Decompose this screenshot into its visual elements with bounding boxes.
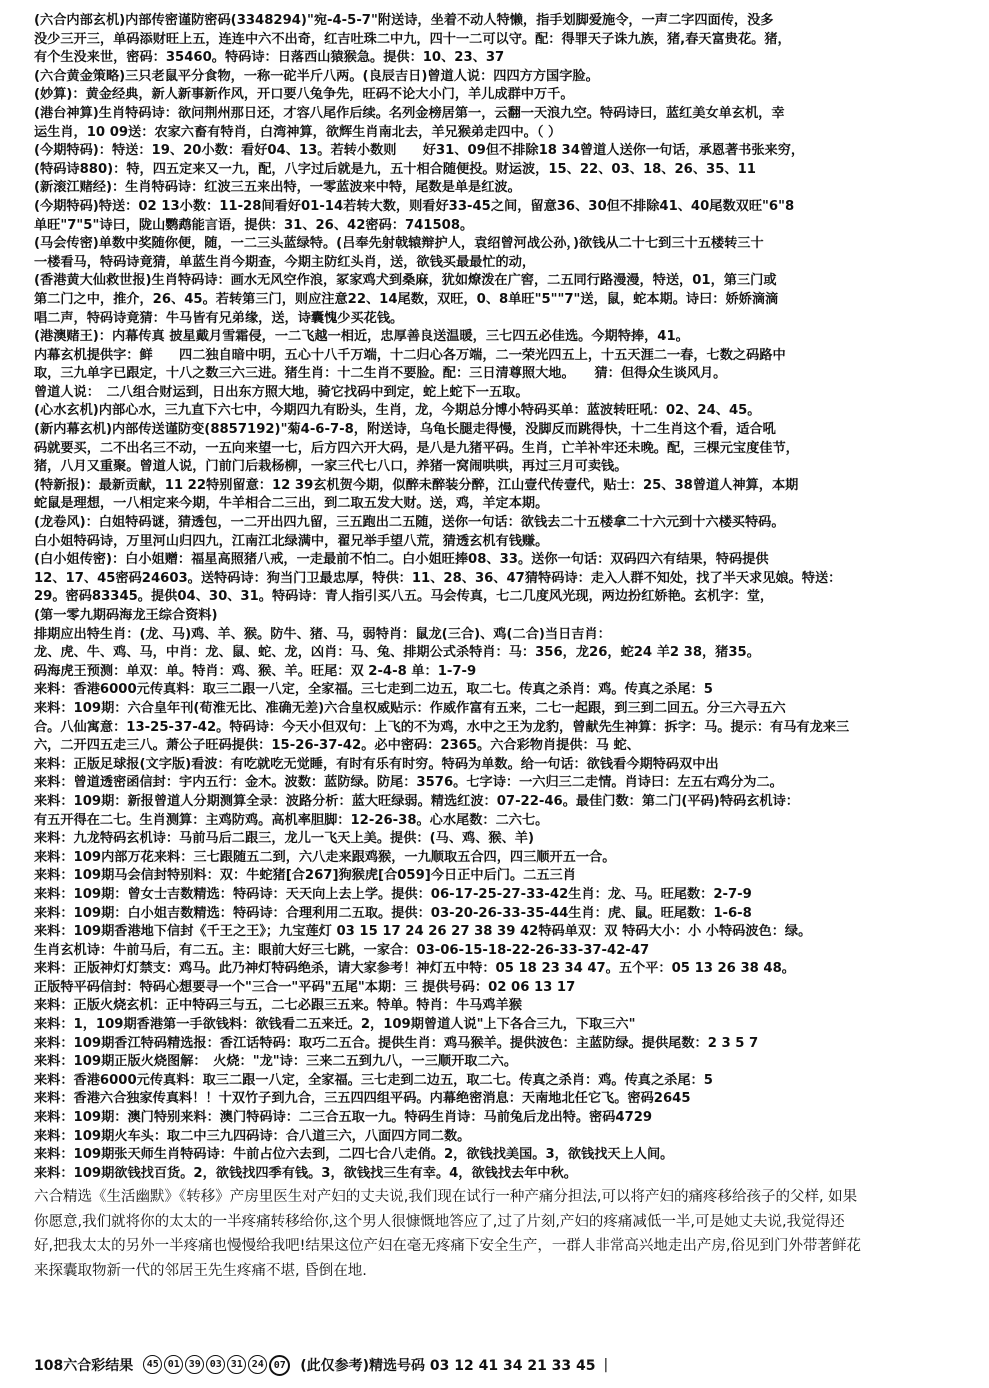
text-line: 有个生没来世，密码：35460。特码诗：日落西山猿猴急。提供：10、23、37 (34, 50, 505, 66)
text-line: (马会传密)单数中奖随你便，随，一二三头蓝绿特。(吕奉先射戟辕辩护人，袁绍曾河战公孙，)欲钱从二十七到三十五楼转三十 (34, 236, 764, 252)
text-line: (六合黄金策略)三只老鼠平分食物，一称一砣半斤八两。(良辰吉日)曾道人说：四四方方国字脸。 (34, 68, 599, 84)
text-line: 来料：109期：白小姐吉数精选：特码诗：合理利用二五取。提供：03-20-26-33-35-44生肖：虎、鼠。旺尾数：1-6-8 (34, 905, 752, 921)
text-line: 来料：曾道透密函信封：宇内五行：金木。波数：蓝防绿。防尾：3576。七字诗：一六归三二走情。肖诗曰：左五右鸡分为二。 (34, 775, 783, 791)
text-line: 来料：香港6000元传真料：取三二跟一八定，全家福。三七走到二边五，取二七。传真之杀肖：鸡。传真之杀尾：5 (34, 682, 713, 698)
result-ball: 03 (206, 1355, 225, 1374)
text-line: 蛇鼠是理想，一八相定来今期，牛羊相合二三出，到二取五发大财。送，鸡，羊定本期。 (34, 496, 549, 512)
text-line: 来料：109期香江特码精选报：香江话特码：取巧二五合。提供生肖：鸡马猴羊。提供波色：主蓝防绿。提供尾数：2 3 5 7 (34, 1035, 759, 1051)
text-line: 来料：香港6000元传真料：取三二跟一八定，全家福。三七走到二边五，取二七。传真之杀肖：鸡。传真之杀尾：5 (34, 1072, 713, 1088)
result-note: (此仅参考)精选号码 03 12 41 34 21 33 45 (300, 1358, 596, 1374)
text-line: 合。八仙寓意：13-25-37-42。特码诗：今天小但双句：上飞的不为鸡，水中之王为龙豹，曾献先生神算：拆字：马。提示：有马有龙来三 (34, 719, 850, 735)
result-ball: 39 (185, 1355, 204, 1374)
text-line: (第一零九期码海龙王综合资料) (34, 608, 218, 623)
text-line: 来料：109期：六合皇年刊(荀淮无比、准确无差)六合皇权威贴示：作威作富有五来，二七一起跟，到三到二回五。分三六寻五六 (34, 700, 786, 716)
text-line: (今期特码)特送：02 13小数：11-28间看好01-14若转大数，则看好33-45之间，留意36、30但不排除41、40尾数双旺"6"8 (34, 198, 795, 214)
text-line: 来料：109期：澳门特别来料：澳门特码诗：二三合五取一九。特码生肖诗：马前兔后龙出特。密码4729 (34, 1110, 653, 1126)
text-line: 来料：109期马会信封特别料：双：牛蛇猪[合267]狗猴虎[合059]今日正中后门。二五三肖 (34, 868, 576, 884)
text-line: 白小姐特码诗，万里河山归四九，江南江北绿满中，翟兄举手望八荒，猜透玄机有钱赚。 (34, 533, 549, 549)
text-line: 码海虎王预测：单双：单。特肖：鸡、猴、羊。旺尾：双 2-4-8 单：1-7-9 (34, 663, 477, 679)
text-line: (特新报)：最新贡献，11 22特别留意：12 39玄机贺今期，似醉未醉装分醉，江山壹代传壹代，贴士：25、38曾道人神算，本期 (34, 477, 799, 493)
text-line: 来料：109期欲钱找百货。2，欲钱找四季有钱。3，欲钱找三生有幸。4，欲钱找去年中秋。 (34, 1165, 577, 1181)
text-line: (白小姐传密)：白小姐赠：福星高照猪八戒，一走最前不怕二。白小姐旺捧08、33。送你一句话：双码四六有结果，特码提供 (34, 552, 769, 568)
special-ball: 07 (269, 1355, 290, 1376)
result-label: 108六合彩结果 (34, 1358, 134, 1374)
text-line: 六，二开四五走三八。萧公子旺码提供：15-26-37-42。必中密码：2365。六合彩物肖提供：马 蛇、 (34, 738, 640, 754)
text-line: (特码诗880)：特，四五定来又一九，配，八字过后就是九，五十相合随便投。财运波，15、22、03、18、26、35、11 (34, 161, 756, 177)
text-line: 有五开得在二七。生肖测算：主鸡防鸡。高机率胆脚：12-26-38。心水尾数：二六七。 (34, 812, 549, 828)
text-line: (妙算)：黄金经典，新人新事新作风，开口要八兔争先，旺码不论大小门，羊儿成群中万千。 (34, 87, 574, 103)
text-line: (新滚江赌经)：生肖特码诗：红波三五来出特，一零蓝波来中特，尾数是单是红波。 (34, 180, 521, 196)
text-line: 生肖玄机诗：牛前马后，有二五。主：眼前大好三七跳，一家合：03-06-15-18-22-26-33-37-42-47 (34, 942, 650, 958)
text-line: 没少三开三，单码添财旺上五，连连中六不出奇，红吉吐珠二中九，四十一二可以守。配：得罪天子诛九族，猪,春天富贵花。猪， (34, 31, 791, 47)
text-line: 12、17、45密码24603。送特码诗：狗当门卫最忠厚，特供：11、28、36、47猜特码诗：走入人群不知处，找了半天求见娘。特送： (34, 570, 842, 586)
text-line: 来料：109期香港地下信封《千王之王》；九宝莲灯 03 15 17 24 26 27 38 39 42特码单双：双 特码大小：小 小特码波色：绿。 (34, 924, 812, 940)
result-ball: 01 (164, 1355, 183, 1374)
text-line: (六合内部玄机)内部传密谨防密码(3348294)"宛-4-5-7"附送诗，坐着不动人特懒，指手划脚爱施令，一声二字四面传，没多 (34, 13, 774, 28)
text-line: 猪，八月又重聚。曾道人说，门前门后栽杨柳，一家三代七八口，养猪一窝闹哄哄，再过三月可卖钱。 (34, 459, 628, 475)
text-cursor: | (603, 1357, 609, 1373)
result-ball: 24 (248, 1355, 267, 1374)
text-line: 来料：正版足球报(文字版)看波：有吃就吃无觉睡，有时有乐有时穷。特码为单数。给一句话：欲钱看今期特码双中出 (34, 756, 719, 772)
text-line: (心水玄机)内部心水，三九直下六七中，今期四九有盼头，生肖，龙，今期总分博小特码买单：蓝波转旺吼：02、24、45。 (34, 403, 761, 419)
result-footer (34, 1354, 949, 1376)
text-line: 29。密码83345。提供04、30、31。特码诗：青人指引买八五。马会传真，七二几度风光现，两边扮红娇艳。玄机字：堂， (34, 589, 774, 605)
document-body (34, 12, 949, 1283)
text-line: 来料：香港六合独家传真料！！十双竹子到九合，三五四四组平码。内幕绝密消息：天南地北任它飞。密码2645 (34, 1091, 691, 1107)
text-line: 龙、虎、牛、鸡、马，中肖：龙、鼠、蛇、龙，凶肖：马、兔、排期公式杀特肖：马：356，龙26，蛇24 羊2 38，猪35。 (34, 645, 760, 661)
text-line: 运生肖，10 09送：农家六畜有特肖，白湾神算，欲辉生肖南北去，羊兄猴弟走四中。（ ） (34, 124, 562, 140)
story-line: 来探囊取物新一代的邻居王先生疼痛不堪, 昏倒在地. (34, 1262, 367, 1279)
text-line: (龙卷风)：白姐特码谜，猜透包，一二开出四九留，三五跑出二五随，送你一句话：欲钱去二十五楼拿二十六元到十六楼买特码。 (34, 515, 785, 531)
text-line: (香港黄大仙救世报)生肖特码诗：画水无风空作浪，冢家鸡犬到桑麻，犹如燎泼在广窖，二五同行路漫漫，特送，01，第三门或 (34, 273, 777, 289)
story-line: 好,把我太太的另外一半疼痛也慢慢给我吧!结果这位产妇在毫无疼痛下安全生产，一群人非常高兴地走出产房,俗见到门外带著鲜花 (34, 1238, 862, 1255)
result-ball: 45 (143, 1355, 162, 1374)
text-line: 单旺"7"5"诗曰，陇山鹦鹉能言语，提供：31、26、42密码：741508。 (34, 217, 474, 233)
text-line: (新内幕玄机)内部传送谨防变(8857192)"菊4-6-7-8，附送诗，乌龟长腿走得慢，没脚反而跳得快，十二生肖这个看，适合吼 (34, 422, 776, 438)
text-line: 唱二声，特码诗竟猜：牛马皆有兄弟缘，送，诗囊愧少买花钱。 (34, 310, 404, 326)
text-line: 内幕玄机提供字：鲜 四二独自暗中明，五心十八千万端，十二归心各万端，二一荣光四五上，十五天涯二一春，七数之码路中 (34, 347, 786, 363)
text-line: 正版特平码信封：特码心想要寻一个"三合一"平码"五尾"本期：三 提供号码：02 06 13 17 (34, 979, 576, 995)
text-line: 来料：109期火车头：取二中三九四码诗：合八道三六，八面四方同二数。 (34, 1128, 471, 1144)
text-line: 来料：109期：曾女士吉数精选：特码诗：天天向上去上学。提供：06-17-25-27-33-42生肖：龙、马。旺尾数：2-7-9 (34, 886, 752, 902)
text-line: 来料：正版火烧玄机：正中特码三与五，二七必跟三五来。特单。特肖：牛马鸡羊猴 (34, 998, 522, 1014)
result-balls (143, 1355, 292, 1376)
story-line: 六合精选《生活幽默》《转移》产房里医生对产妇的丈夫说,我们现在试行一种产痛分担法,可以将产妇的痛疼移给孩子的父样, 如果 (34, 1189, 858, 1206)
text-line: 取，三九单字已跟定，十八之数三六三进。猪生肖：十二生肖不要脸。配：三日清尊照大地。 猜：但得众生谈风月。 (34, 366, 727, 382)
text-line: (港澳赌王)：内幕传真 披星戴月雪霜侵，一二飞越一相近，忠厚善良送温暖，三七四五必佳选。今期特捧，41。 (34, 329, 689, 345)
text-line: 来料：109期正版火烧图解： 火烧："龙"诗：三来二五到九八，一三顺开取二六。 (34, 1054, 518, 1070)
text-line: 来料：109期：新报曾道人分期测算全录：波路分析：蓝大旺绿弱。精选红波：07-22-46。最佳门数：第二门(平码)特码玄机诗： (34, 793, 799, 809)
text-line: 来料：109内部万花来料：三七跟随五二到，六八走来跟鸡猴，一九顺取五合四，四三顺开五一合。 (34, 849, 616, 865)
text-line: (港台神算)生肖特码诗：欲问荆州那日还，才容八尾作后续。名列金榜居第一，云翻一天浪九空。特码诗曰，蓝红美女单玄机，幸 (34, 105, 785, 121)
text-line: (今期特码)：特送：19、20小数：看好04、13。若转小数则 好31、09但不排除18 34曾道人送你一句话，承恩著书张来穷， (34, 143, 805, 159)
text-line: 第二门之中，推介，26、45。若转第三门，则应注意22、14尾数，双旺，0、8单旺"5""7"送，鼠，蛇本期。诗曰：娇娇滴滴 (34, 291, 779, 307)
text-line: 来料：九龙特码玄机诗：马前马后二跟三，龙儿一飞天上美。提供：(马、鸡、猴、羊) (34, 831, 534, 847)
text-line: 排期应出特生肖：(龙、马)鸡、羊、猴。防牛、猪、马，弱特肖：鼠龙(三合)、鸡(二合)当日吉肖： (34, 626, 611, 642)
result-ball: 31 (227, 1355, 246, 1374)
text-line: 来料：109期张天师生肖特码诗：牛前占位六去到，二四七合八走俏。2，欲钱找美国。3，欲钱找天上人间。 (34, 1147, 674, 1163)
text-line: 来料：正版神灯灯禁支：鸡马。此乃神灯特码绝杀，请大家参考！神灯五中特：05 18 23 34 47。五个平：05 13 26 38 48。 (34, 961, 795, 977)
story-line: 你愿意,我们就将你的太太的一半疼痛转移给你,这个男人很慷慨地答应了,过了片刻,产妇的疼痛减低一半,可是她丈夫说,我觉得还 (34, 1213, 845, 1230)
text-line: 一楼看马，特码诗竟猜，单蓝生肖今期查，今期主防红头肖，送，欲钱买最最忙的动， (34, 254, 536, 270)
text-line: 来料：1，109期香港第一手欲钱料：欲钱看二五来迁。2，109期曾道人说"上下各合三九，下取三六" (34, 1017, 636, 1033)
text-line: 曾道人说： 二八组合财运到，日出东方照大地，骑它找码中到定，蛇上蛇下一五取。 (34, 384, 529, 400)
text-line: 码就要买，二不出名三不动，一五向来望一七，后方四六开大码，是八是九猪平码。生肖，亡羊补牢还未晚。配，三棵元宝度佳节， (34, 440, 799, 456)
